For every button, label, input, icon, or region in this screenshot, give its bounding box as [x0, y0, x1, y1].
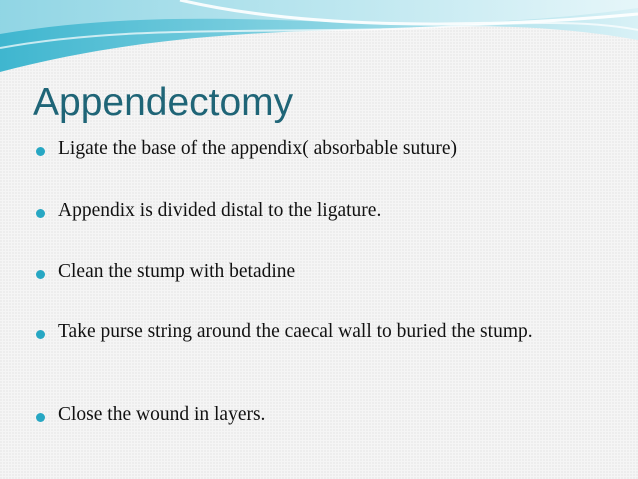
- bullet-item: [36, 138, 606, 160]
- bullet-dot-icon: [36, 270, 45, 279]
- bullet-dot-icon: [36, 413, 45, 422]
- bullet-text: Clean the stump with betadine: [58, 261, 296, 282]
- slide-title: Appendectomy: [33, 81, 294, 124]
- bullet-text: Appendix is divided distal to the ligature.: [58, 200, 382, 221]
- bullet-item: [36, 321, 606, 343]
- bullet-text: Take purse string around the caecal wall to buried the stump.: [58, 321, 533, 342]
- bullet-dot-icon: [36, 330, 45, 339]
- bullet-item: [36, 200, 606, 222]
- header-wave-decoration: [0, 0, 638, 90]
- bullet-dot-icon: [36, 147, 45, 156]
- bullet-text: Close the wound in layers.: [58, 404, 266, 425]
- bullet-text: Ligate the base of the appendix( absorbable suture): [58, 138, 458, 159]
- bullet-item: [36, 261, 606, 283]
- bullet-item: [36, 404, 606, 426]
- bullet-dot-icon: [36, 209, 45, 218]
